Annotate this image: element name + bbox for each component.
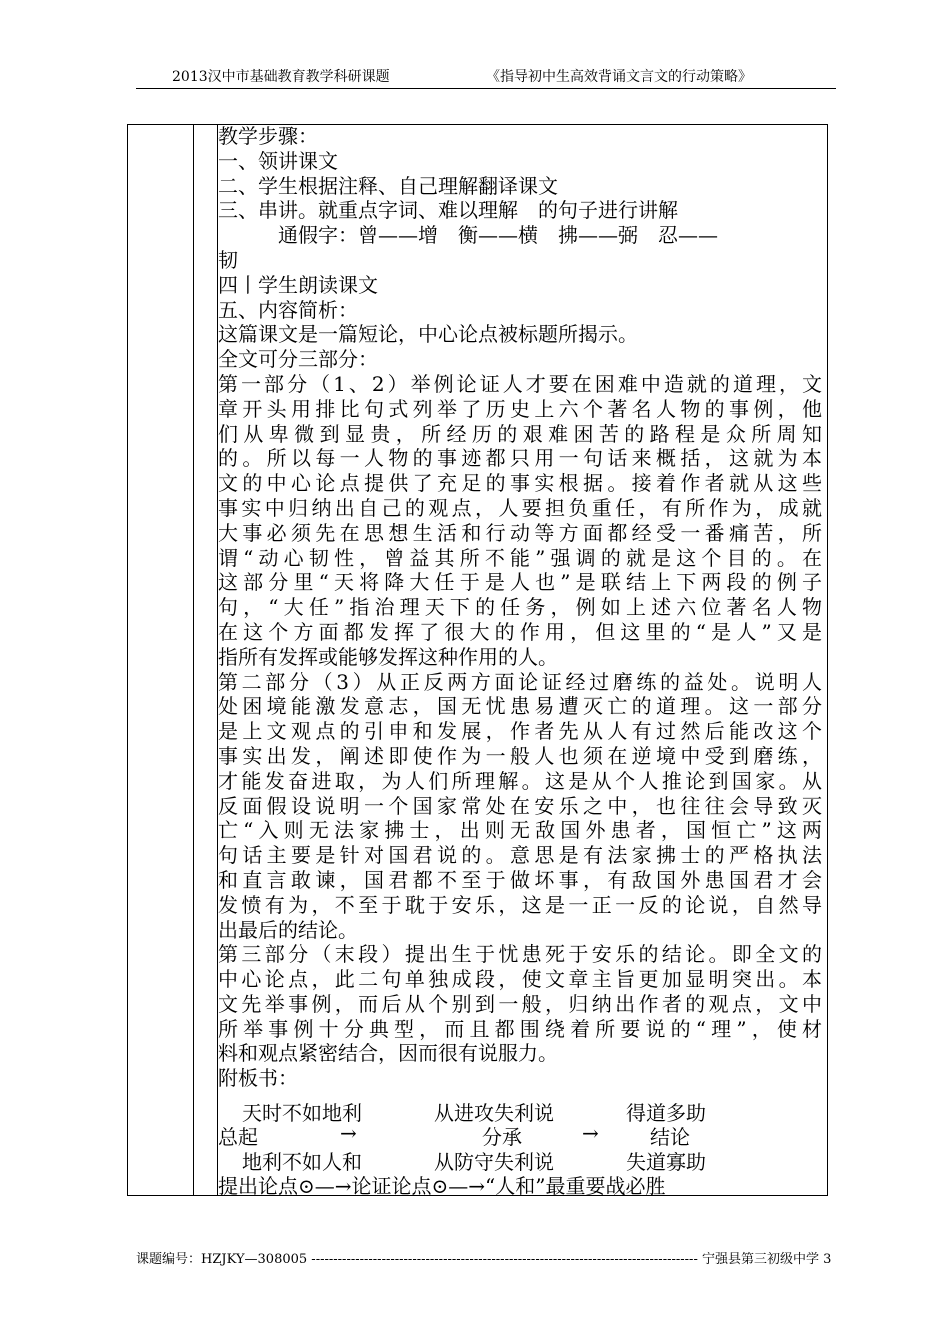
- board-r4-conclusion: 提出论点⊙—→论证论点⊙—→“人和”最重要战必胜: [218, 1174, 666, 1198]
- board-r3-c1: 地利不如人和: [242, 1150, 362, 1174]
- content-line: 谓“动心韧性，曾益其所不能”强调的就是这个目的。在: [218, 545, 822, 570]
- content-line: 的。所以每一人物的事迹都只用一句话来概括，这就为本: [218, 446, 822, 471]
- page-header: [136, 62, 836, 89]
- content-line: 三、串讲。就重点字词、难以理解 的句子进行讲解: [218, 198, 678, 223]
- content-line: 一、领讲课文: [218, 148, 338, 173]
- content-line: 这篇课文是一篇短论，中心论点被标题所揭示。: [218, 322, 638, 347]
- content-line: 发愤有为，不至于耽于安乐，这是一正一反的论说，自然导: [218, 892, 822, 917]
- content-line: 中心论点，此二句单独成段，使文章主旨更加显明突出。本: [218, 967, 822, 992]
- content-line: 文的中心论点提供了充足的事实根据。接着作者就从这些: [218, 471, 822, 496]
- content-line: 亡“入则无法家拂士，出则无敌国外患者，国恒亡”这两: [218, 818, 822, 843]
- content-line: 们从卑微到显贵，所经历的艰难困苦的路程是众所周知: [218, 421, 822, 446]
- content-line: 韧: [218, 247, 238, 272]
- content-line: 章开头用排比句式列举了历史上六个著名人物的事例，他: [218, 396, 822, 421]
- content-line: 才能发奋进取，为人们所理解。这是从个人推论到国家。从: [218, 768, 822, 793]
- content-line: 指所有发挥或能够发挥这种作用的人。: [218, 644, 558, 669]
- content-line: 在这个方面都发挥了很大的作用，但这里的“是人”又是: [218, 619, 822, 644]
- content-line: 文先举事例，而后从个别到一般，归纳出作者的观点，文中: [218, 991, 822, 1016]
- content-line: 反面假设说明一个国家常处在安乐之中，也往往会导致灭: [218, 793, 822, 818]
- content-line: 出最后的结论。: [218, 917, 358, 942]
- content-line: 处困境能激发意志，国无忧患易遭灭亡的道理。这一部分: [218, 694, 822, 719]
- board-r3-c2: 从防守失利说: [434, 1150, 554, 1174]
- content-line: 教学步骤：: [218, 124, 318, 148]
- content-line: 二、学生根据注释、自己理解翻译课文: [218, 173, 558, 198]
- content-line: 第三部分（末段）提出生于忧患死于安乐的结论。即全文的: [218, 942, 822, 967]
- table-column-2: [194, 125, 218, 1195]
- table-column-1: [128, 125, 194, 1195]
- page-footer: [136, 1248, 836, 1267]
- content-line: 全文可分三部分：: [218, 347, 378, 372]
- footer-project-code: 课题编号：HZJKY—308005: [136, 1252, 308, 1267]
- arrow-right-icon: →: [582, 1121, 599, 1145]
- board-r2-c1: 总起: [218, 1125, 258, 1149]
- footer-dash-rule: ----------------------------------------------------------------------------------------: [311, 1252, 698, 1267]
- board-r2-c2: 分承: [482, 1125, 522, 1149]
- footer-school-page: 宁强县第三初级中学 3: [701, 1252, 832, 1267]
- content-line: 附板书：: [218, 1066, 298, 1091]
- content-line: 大事必须先在思想生活和行动等方面都经受一番痛苦，所: [218, 520, 822, 545]
- content-line: 通假字：曾——增 衡——横 拂——弼 忍——: [218, 223, 718, 248]
- board-r3-c3: 失道寡助: [626, 1150, 706, 1174]
- header-research-title: 《指导初中生高效背诵文言文的行动策略》: [486, 69, 752, 85]
- content-line: 和直言敢谏，国君都不至于做坏事，有敌国外患国君才会: [218, 867, 822, 892]
- content-line: 这部分里“天将降大任于是人也”是联结上下两段的例子: [218, 570, 822, 595]
- content-line: 是上文观点的引申和发展，作者先从人有过然后能改这个: [218, 719, 822, 744]
- content-line: 四丨学生朗读课文: [218, 272, 378, 297]
- content-line: 第一部分（1、2）举例论证人才要在困难中造就的道理，文: [218, 371, 822, 396]
- content-line: 所举事例十分典型，而且都围绕着所要说的“理”，使材: [218, 1016, 822, 1041]
- header-project-title: 2013汉中市基础教育教学科研课题: [172, 69, 390, 85]
- arrow-right-icon: →: [340, 1121, 357, 1145]
- content-line: 句，“大任”指治理天下的任务，例如上述六位著名人物: [218, 595, 822, 620]
- content-line: 第二部分（3）从正反两方面论证经过磨练的益处。说明人: [218, 669, 822, 694]
- content-line: 料和观点紧密结合，因而很有说服力。: [218, 1041, 558, 1066]
- board-r2-c3: 结论: [650, 1125, 690, 1149]
- content-line: 五、内容简析：: [218, 297, 358, 322]
- content-line: 事实中归纳出自己的观点，人要担负重任，有所作为，成就: [218, 495, 822, 520]
- content-line: 句话主要是针对国君说的。意思是有法家拂士的严格执法: [218, 843, 822, 868]
- content-line: 事实出发，阐述即使作为一般人也须在逆境中受到磨练，: [218, 743, 822, 768]
- board-r1-c1: 天时不如地利: [242, 1101, 362, 1125]
- board-r1-c3: 得道多助: [626, 1101, 706, 1125]
- board-r1-c2: 从进攻失利说: [434, 1101, 554, 1125]
- lesson-content: [218, 124, 822, 1091]
